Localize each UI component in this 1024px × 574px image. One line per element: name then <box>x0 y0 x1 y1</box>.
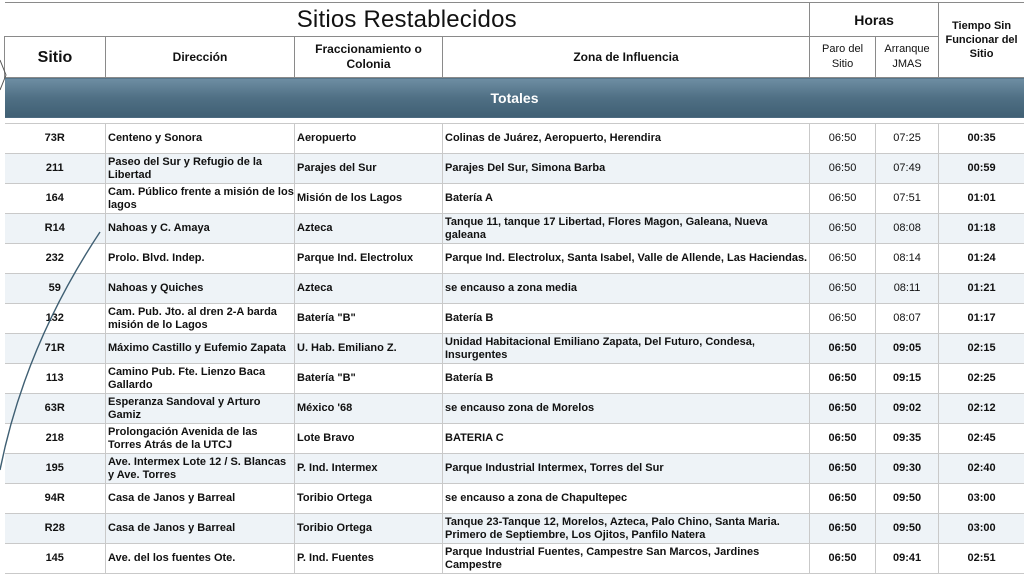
zona-header: Zona de Influencia <box>443 37 810 78</box>
direccion-cell: Centeno y Sonora <box>106 124 295 154</box>
direccion-cell: Casa de Janos y Barreal <box>106 514 295 544</box>
table-row <box>5 394 1024 424</box>
direccion-cell: Prolongación Avenida de las Torres Atrás de la UTCJ <box>106 424 295 454</box>
zona-cell: Parque Industrial Intermex, Torres del Sur <box>443 454 810 484</box>
tiempo-cell: 03:00 <box>939 484 1024 514</box>
table-row <box>5 124 1024 154</box>
fraccionamiento-cell: Batería "B" <box>295 304 443 334</box>
fraccionamiento-cell: U. Hab. Emiliano Z. <box>295 334 443 364</box>
direccion-cell: Cam. Pub. Jto. al dren 2-A barda misión de lo Lagos <box>106 304 295 334</box>
table-row <box>5 214 1024 244</box>
fraccionamiento-cell: México '68 <box>295 394 443 424</box>
paro-cell: 06:50 <box>810 484 876 514</box>
paro-cell: 06:50 <box>810 334 876 364</box>
arranque-cell: 09:02 <box>876 394 939 424</box>
arranque-cell: 09:15 <box>876 364 939 394</box>
zona-cell: Parque Industrial Fuentes, Campestre San Marcos, Jardines Campestre <box>443 544 810 574</box>
sitio-cell: 71R <box>5 334 106 364</box>
fraccionamiento-cell: Parajes del Sur <box>295 154 443 184</box>
tiempo-cell: 00:59 <box>939 154 1024 184</box>
paro-cell: 06:50 <box>810 274 876 304</box>
table-row <box>5 454 1024 484</box>
zona-cell: Tanque 23-Tanque 12, Morelos, Azteca, Palo Chino, Santa Maria. Primero de Septiembre, Los Ojitos, Panfilo Natera <box>443 514 810 544</box>
paro-cell: 06:50 <box>810 304 876 334</box>
direccion-cell: Paseo del Sur y Refugio de la Libertad <box>106 154 295 184</box>
zona-cell: Parajes Del Sur, Simona Barba <box>443 154 810 184</box>
sitio-cell: R28 <box>5 514 106 544</box>
table-row <box>5 484 1024 514</box>
arranque-cell: 08:07 <box>876 304 939 334</box>
table-row <box>5 424 1024 454</box>
tiempo-cell: 02:45 <box>939 424 1024 454</box>
paro-cell: 06:50 <box>810 244 876 274</box>
tiempo-cell: 02:51 <box>939 544 1024 574</box>
direccion-cell: Ave. Intermex Lote 12 / S. Blancas y Ave. Torres <box>106 454 295 484</box>
fraccionamiento-cell: Misión de los Lagos <box>295 184 443 214</box>
paro-cell: 06:50 <box>810 424 876 454</box>
sitio-cell: 73R <box>5 124 106 154</box>
zona-cell: Unidad Habitacional Emiliano Zapata, Del Futuro, Condesa, Insurgentes <box>443 334 810 364</box>
zona-cell: Parque Ind. Electrolux, Santa Isabel, Valle de Allende, Las Haciendas. <box>443 244 810 274</box>
table-row <box>5 154 1024 184</box>
direccion-cell: Nahoas y C. Amaya <box>106 214 295 244</box>
arranque-cell: 07:25 <box>876 124 939 154</box>
fraccionamiento-header: Fraccionamiento o Colonia <box>295 37 443 78</box>
tiempo-cell: 01:21 <box>939 274 1024 304</box>
sitio-cell: 94R <box>5 484 106 514</box>
tiempo-cell: 01:18 <box>939 214 1024 244</box>
paro-cell: 06:50 <box>810 154 876 184</box>
paro-cell: 06:50 <box>810 544 876 574</box>
zona-cell: Colinas de Juárez, Aeropuerto, Herendira <box>443 124 810 154</box>
arranque-cell: 09:05 <box>876 334 939 364</box>
tiempo-cell: 00:35 <box>939 124 1024 154</box>
direccion-cell: Casa de Janos y Barreal <box>106 484 295 514</box>
arranque-cell: 09:41 <box>876 544 939 574</box>
fraccionamiento-cell: Aeropuerto <box>295 124 443 154</box>
sitio-cell: 145 <box>5 544 106 574</box>
sitio-cell: R14 <box>5 214 106 244</box>
arranque-header: Arranque JMAS <box>876 37 939 78</box>
table-row <box>5 274 1024 304</box>
arranque-cell: 08:14 <box>876 244 939 274</box>
tiempo-cell: 01:24 <box>939 244 1024 274</box>
paro-cell: 06:50 <box>810 514 876 544</box>
totales-bar: Totales <box>5 78 1024 118</box>
arranque-cell: 08:08 <box>876 214 939 244</box>
sitio-cell: 164 <box>5 184 106 214</box>
horas-header: Horas <box>810 3 939 37</box>
zona-cell: Batería A <box>443 184 810 214</box>
paro-cell: 06:50 <box>810 454 876 484</box>
fraccionamiento-cell: Azteca <box>295 214 443 244</box>
paro-cell: 06:50 <box>810 124 876 154</box>
paro-cell: 06:50 <box>810 184 876 214</box>
tiempo-header: Tiempo Sin Funcionar del Sitio <box>939 3 1024 78</box>
tiempo-cell: 03:00 <box>939 514 1024 544</box>
zona-cell: se encauso a zona media <box>443 274 810 304</box>
fraccionamiento-cell: Toribio Ortega <box>295 514 443 544</box>
tiempo-cell: 01:17 <box>939 304 1024 334</box>
direccion-cell: Nahoas y Quiches <box>106 274 295 304</box>
tiempo-cell: 02:12 <box>939 394 1024 424</box>
tiempo-cell: 02:40 <box>939 454 1024 484</box>
sitio-header: Sitio <box>5 37 106 78</box>
table-row <box>5 244 1024 274</box>
fraccionamiento-cell: Lote Bravo <box>295 424 443 454</box>
paro-cell: 06:50 <box>810 364 876 394</box>
direccion-cell: Máximo Castillo y Eufemio Zapata <box>106 334 295 364</box>
fraccionamiento-cell: P. Ind. Intermex <box>295 454 443 484</box>
arranque-cell: 07:49 <box>876 154 939 184</box>
fraccionamiento-cell: Azteca <box>295 274 443 304</box>
sitios-table <box>4 2 1024 574</box>
direccion-cell: Prolo. Blvd. Indep. <box>106 244 295 274</box>
sitio-cell: 211 <box>5 154 106 184</box>
arranque-cell: 09:30 <box>876 454 939 484</box>
arranque-cell: 09:35 <box>876 424 939 454</box>
sitio-cell: 195 <box>5 454 106 484</box>
direccion-cell: Esperanza Sandoval y Arturo Gamiz <box>106 394 295 424</box>
table-row <box>5 334 1024 364</box>
arranque-cell: 09:50 <box>876 484 939 514</box>
sitio-cell: 132 <box>5 304 106 334</box>
table-row <box>5 184 1024 214</box>
tiempo-cell: 02:15 <box>939 334 1024 364</box>
table-row <box>5 364 1024 394</box>
sitio-cell: 232 <box>5 244 106 274</box>
zona-cell: se encauso a zona de Chapultepec <box>443 484 810 514</box>
zona-cell: Batería B <box>443 364 810 394</box>
fraccionamiento-cell: Toribio Ortega <box>295 484 443 514</box>
table-row <box>5 544 1024 574</box>
table-row <box>5 304 1024 334</box>
sitio-cell: 113 <box>5 364 106 394</box>
sitio-cell: 218 <box>5 424 106 454</box>
paro-cell: 06:50 <box>810 394 876 424</box>
direccion-cell: Ave. del los fuentes Ote. <box>106 544 295 574</box>
arranque-cell: 07:51 <box>876 184 939 214</box>
zona-cell: Batería B <box>443 304 810 334</box>
tiempo-cell: 02:25 <box>939 364 1024 394</box>
paro-header: Paro del Sitio <box>810 37 876 78</box>
fraccionamiento-cell: P. Ind. Fuentes <box>295 544 443 574</box>
direccion-header: Dirección <box>106 37 295 78</box>
fraccionamiento-cell: Batería "B" <box>295 364 443 394</box>
paro-cell: 06:50 <box>810 214 876 244</box>
tiempo-cell: 01:01 <box>939 184 1024 214</box>
arranque-cell: 08:11 <box>876 274 939 304</box>
fraccionamiento-cell: Parque Ind. Electrolux <box>295 244 443 274</box>
arranque-cell: 09:50 <box>876 514 939 544</box>
zona-cell: BATERIA C <box>443 424 810 454</box>
sitio-cell: 63R <box>5 394 106 424</box>
table-body <box>5 124 1024 574</box>
direccion-cell: Camino Pub. Fte. Lienzo Baca Gallardo <box>106 364 295 394</box>
table-row <box>5 514 1024 544</box>
zona-cell: Tanque 11, tanque 17 Libertad, Flores Magon, Galeana, Nueva galeana <box>443 214 810 244</box>
page-title: Sitios Restablecidos <box>5 3 810 37</box>
sitio-cell: 59 <box>5 274 106 304</box>
zona-cell: se encauso zona de Morelos <box>443 394 810 424</box>
direccion-cell: Cam. Público frente a misión de los lagos <box>106 184 295 214</box>
